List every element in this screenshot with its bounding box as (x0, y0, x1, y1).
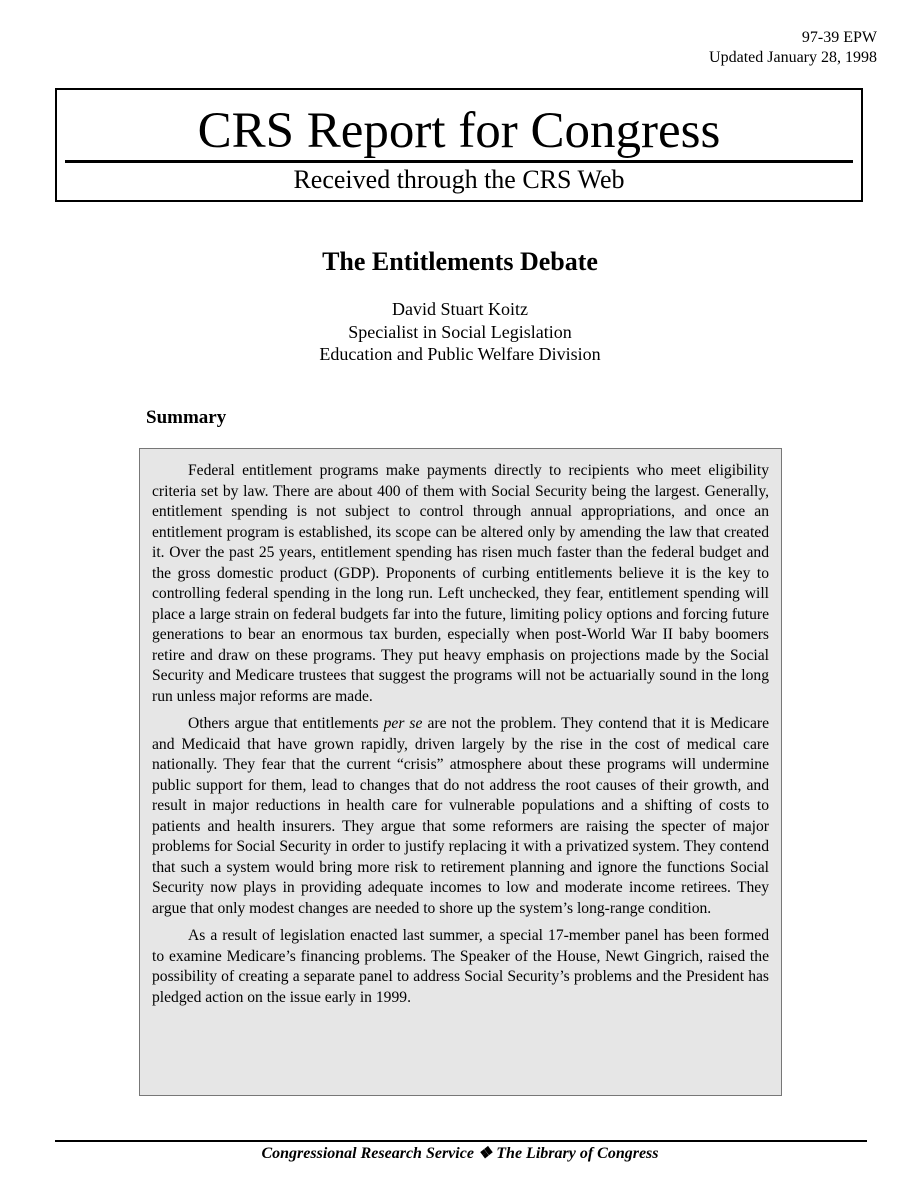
summary-p2-after: are not the problem. They contend that it is Medicare and Medicaid that have grown rapidly, driven largely by the rise in the cost of medical care nationally. They fear that the current “crisis” atmosphere about these programs will undermine public support for them, lead to changes that do not address the root causes of their growth, and result in major reductions in health care for vulnerable populations and a shifting of costs to patients and health insurers. They argue that some reformers are raising the specter of major problems for Social Security in order to justify replacing it with a privatized system. They contend that such a system would bring more risk to retirement planning and ignore the functions Social Security now plays in providing adequate incomes to low and moderate income retirees. They argue that only modest changes are needed to shore up the system’s long-range condition. (152, 715, 769, 917)
summary-p2-italic: per se (383, 715, 423, 732)
author-position: Specialist in Social Legislation (348, 321, 572, 342)
summary-paragraph-3: As a result of legislation enacted last summer, a special 17-member panel has been formed to examine Medicare’s financing problems. The Speaker of the House, Newt Gingrich, raised the possibility of creating a separate panel to address Social Security’s problems and the President has pledged action on the issue early in 1999. (152, 927, 769, 1006)
updated-date: Updated January 28, 1998 (709, 49, 877, 66)
banner-subtitle: Received through the CRS Web (293, 165, 625, 194)
footer-text: Congressional Research Service ❖ The Library of Congress (261, 1145, 659, 1162)
summary-box (139, 448, 782, 1096)
crs-banner (55, 88, 863, 202)
author-block (0, 298, 920, 366)
banner-rule (65, 160, 853, 163)
footer-rule (55, 1140, 867, 1142)
author-name: David Stuart Koitz (392, 299, 528, 319)
summary-paragraph-1: Federal entitlement programs make payments directly to recipients who meet eligibility criteria set by law. There are about 400 of them with Social Security being the largest. Generally, entitlement spending is not subject to control through annual appropriations, and once an entitlement program is established, its scope can be altered only by amending the law that created it. Over the past 25 years, entitlement spending has risen much faster than the federal budget and the gross domestic product (GDP). Proponents of curbing entitlements believe it is the key to controlling federal spending in the long run. Left unchecked, they fear, entitlement spending will place a large strain on federal budgets far into the future, limiting policy options and forcing future generations to bear an enormous tax burden, especially when post-World War II baby boomers retire and draw on these programs. They put heavy emphasis on projections made by the Social Security and Medicare trustees that suggest the programs will not be actuarially sound in the long run unless major reforms are made. (152, 462, 769, 705)
summary-p2-before: Others argue that entitlements (188, 715, 384, 732)
summary-paragraph-2 (152, 714, 769, 919)
summary-heading: Summary (146, 407, 227, 428)
report-header (709, 28, 877, 68)
report-title: The Entitlements Debate (322, 247, 598, 276)
banner-title: CRS Report for Congress (197, 103, 721, 159)
report-number: 97-39 EPW (801, 29, 877, 46)
author-division: Education and Public Welfare Division (319, 344, 601, 364)
